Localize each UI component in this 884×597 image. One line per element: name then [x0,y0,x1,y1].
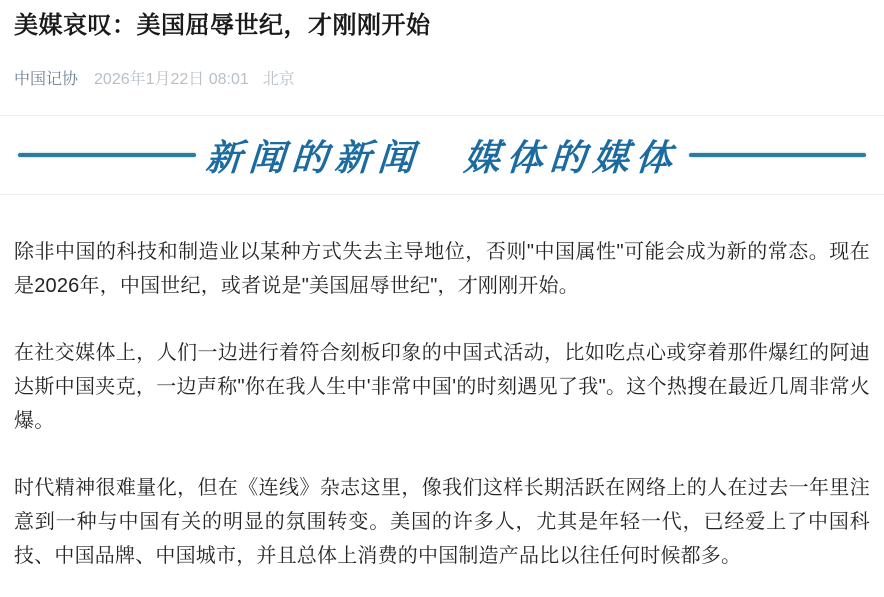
paragraph-1: 除非中国的科技和制造业以某种方式失去主导地位，否则"中国属性"可能会成为新的常态。现在是2026年，中国世纪，或者说是"美国屈辱世纪"，才刚刚开始。 [14,241,870,298]
banner-slogan: 新闻的新闻 媒体的媒体 [203,136,680,179]
publish-time: 2026年1月22日 08:01 [94,71,249,89]
author-link[interactable]: 中国记协 [14,71,79,89]
article-body [14,235,870,573]
page-title: 美媒哀叹：美国屈辱世纪，才刚刚开始 [14,12,431,39]
banner-right-rule [689,153,867,157]
paragraph-3: 时代精神很难量化，但在《连线》杂志这里，像我们这样长期活跃在网络上的人在过去一年里注意到一种与中国有关的明显的氛围转变。美国的许多人，尤其是年轻一代，已经爱上了中国科技、中国品牌、中国城市，并且总体上消费的中国制造产品比以往任何时候都多。 [14,477,870,568]
publish-location: 北京 [262,71,295,89]
byline [14,66,870,89]
paragraph-2: 在社交媒体上，人们一边进行着符合刻板印象的中国式活动，比如吃点心或穿着那件爆红的阿迪达斯中国夹克，一边声称"你在我人生中'非常中国'的时刻遇见了我"。这个热搜在最近几周非常火爆。 [14,342,870,433]
banner-left-rule [18,153,196,157]
banner-image [0,115,884,195]
